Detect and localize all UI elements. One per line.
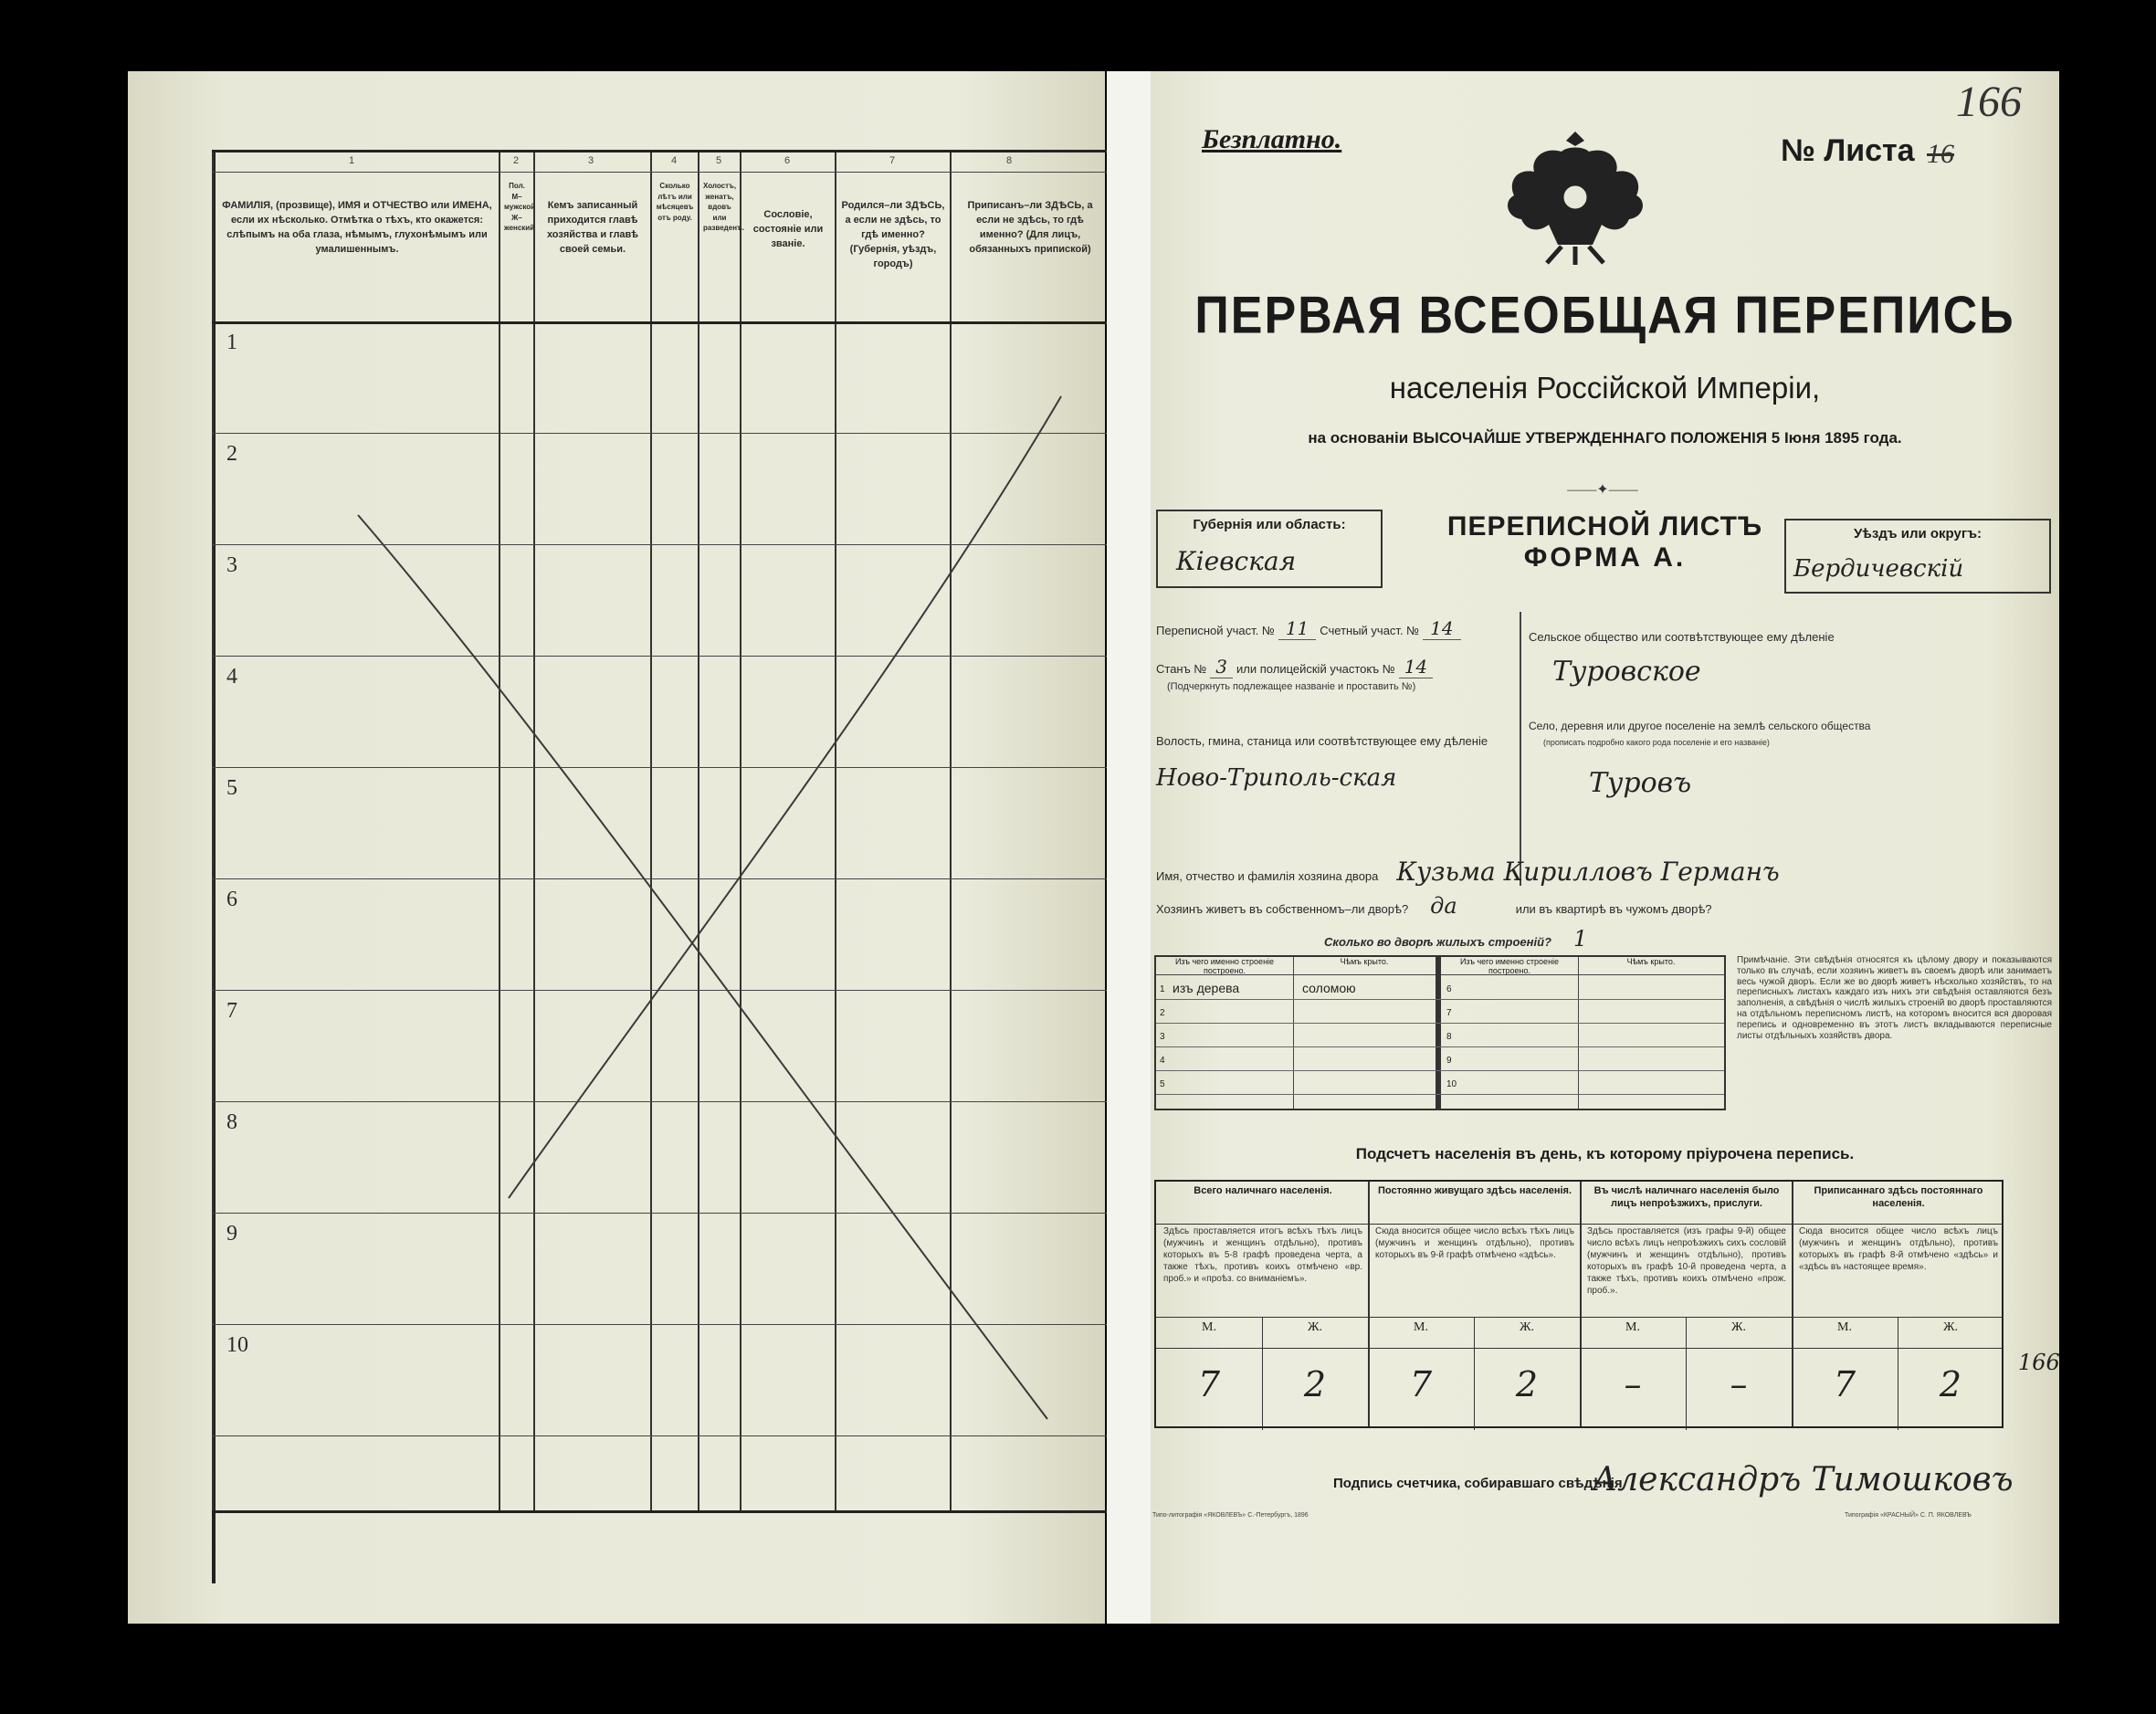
census-subtitle: населенія Россійской Имперіи, xyxy=(1389,371,1821,405)
bt-row-line xyxy=(1156,1094,1724,1095)
count-header: Постоянно живущаго здѣсь населенія. xyxy=(1377,1185,1572,1196)
buildings-table xyxy=(1154,955,1726,1110)
printer-imprint-right: Типографія «КРАСНЫЙ» С. П. ЯКОВЛЕВЪ xyxy=(1845,1512,1972,1519)
police-district-value: 14 xyxy=(1399,656,1433,678)
owner-row xyxy=(1156,857,2051,887)
cross-stroke-1 xyxy=(358,515,1047,1419)
count-header: Всего наличнаго населенія. xyxy=(1194,1185,1332,1196)
count-value: 7 xyxy=(1197,1364,1221,1404)
building-header: Чѣмъ крыто. xyxy=(1293,957,1436,975)
column-number: 8 xyxy=(1006,155,1013,166)
owner-label: Имя, отчество и фамилія хозяина двора xyxy=(1156,869,1379,883)
building-row-number: 4 xyxy=(1160,1056,1165,1066)
column-header-marital: Холостъ, женатъ, вдовъ или разведенъ. xyxy=(703,182,745,233)
right-page xyxy=(1151,71,2059,1624)
form-title-box xyxy=(1393,511,1817,584)
gubernia-value: Кіевская xyxy=(1176,546,1297,576)
stan-note: (Подчеркнуть подлежащее названіе и проставить №) xyxy=(1167,681,1416,692)
ornament-divider: ——✦—— xyxy=(1567,482,1638,498)
sex-label: Ж. xyxy=(1519,1320,1535,1334)
left-page xyxy=(128,71,1105,1624)
building-material-value: изъ дерева xyxy=(1173,981,1240,995)
row-number: 9 xyxy=(226,1222,237,1246)
ct-row-line xyxy=(1156,1317,2002,1318)
village-note: (прописать подробно какого рода поселеніе и его названіе) xyxy=(1543,738,1770,747)
signature-label: Подпись счетчика, собиравшаго свѣдѣнія xyxy=(1333,1476,1623,1491)
count-description: Здѣсь проставляется итогъ всѣхъ тѣхъ лицъ (мужчинъ и женщинъ отдѣльно), противъ которыхъ въ 5-8 графѣ проведена черта, а также тѣхъ, противъ коихъ отмѣчено «вр. проб.» и «проѣз. со вниманіемъ». xyxy=(1163,1226,1362,1284)
bt-row-line xyxy=(1156,1046,1724,1047)
building-row-number: 1 xyxy=(1160,984,1165,994)
row-number: 3 xyxy=(226,553,237,577)
volost-label: Волость, гмина, станица или соотвѣтствующее ему дѣленіе xyxy=(1156,734,1488,748)
bt-row-line xyxy=(1156,1070,1724,1071)
population-count-table xyxy=(1154,1180,2004,1428)
column-header-sex: Пол. М–мужской Ж–женский xyxy=(504,182,536,233)
own-house-label: Хозяинъ живетъ въ собственномъ–ли дворѣ? xyxy=(1156,902,1409,916)
stan-value: 3 xyxy=(1210,656,1233,678)
column-number: 4 xyxy=(671,155,678,166)
column-number: 1 xyxy=(349,155,355,166)
count-value: 2 xyxy=(1515,1364,1539,1404)
form-subtitle: ФОРМА А. xyxy=(1523,542,1687,573)
owner-value: Кузьма Кирилловъ Германъ xyxy=(1396,857,1780,887)
own-house-value: да xyxy=(1430,893,1457,919)
uezd-value: Бердичевскій xyxy=(1793,555,1964,583)
village-label: Село, деревня или другое поселеніе на землѣ сельского общества xyxy=(1529,720,1871,732)
bt-col-line xyxy=(1436,957,1441,1109)
stan-row xyxy=(1156,656,1521,678)
page-gutter xyxy=(1107,71,1151,1624)
row-number: 4 xyxy=(226,665,237,689)
population-count-title: Подсчетъ населенія въ день, къ которому пріурочена перепись. xyxy=(1355,1145,1855,1162)
census-title: ПЕРВАЯ ВСЕОБЩАЯ ПЕРЕПИСЬ xyxy=(1194,287,2015,345)
sheet-number-label: № Листа xyxy=(1781,133,1915,168)
stan-label: Станъ № xyxy=(1156,662,1207,676)
building-header: Чѣмъ крыто. xyxy=(1578,957,1724,975)
buildings-label: Сколько во дворѣ жилыхъ строеній? xyxy=(1324,935,1551,949)
counting-district-value: 14 xyxy=(1423,617,1460,640)
uezd-label: Уѣздъ или округъ: xyxy=(1853,526,1982,542)
column-number: 2 xyxy=(513,155,520,166)
building-row-number: 10 xyxy=(1446,1079,1457,1089)
column-number: 5 xyxy=(716,155,722,166)
row-number: 1 xyxy=(226,331,237,354)
count-description: Сюда вносится общее число всѣхъ лицъ (мужчинъ и женщинъ отдѣльно), противъ которыхъ въ графѣ 8-й отмѣчено «здѣсь» и «здѣсь въ настоящее время». xyxy=(1799,1226,1998,1272)
count-description: Здѣсь проставляется (изъ графы 9-й) общее число всѣхъ лицъ непроѣзжихъ сихъ сословій (мужчинъ и женщинъ отдѣльно), противъ которыхъ въ графѣ 10-й проведена черта, а также тѣхъ, противъ коихъ отмѣчено «прож. проб.». xyxy=(1587,1226,1786,1296)
counting-district-label: Счетный участ. № xyxy=(1320,624,1420,637)
sex-label: М. xyxy=(1625,1320,1640,1334)
own-house-row xyxy=(1156,893,2051,919)
row-number: 5 xyxy=(226,776,237,800)
column-header-registration: Приписанъ–ли ЗДѢСЬ, а если не здѣсь, то гдѣ именно? (Для лицъ, обязанныхъ припиской) xyxy=(967,200,1093,255)
bt-col-line xyxy=(1578,957,1579,1109)
society-value: Туровское xyxy=(1552,656,1701,688)
building-header: Изъ чего именно строеніе построено. xyxy=(1156,957,1293,975)
volost-value: Ново-Триполь-ская xyxy=(1156,764,1397,793)
column-number: 7 xyxy=(889,155,896,166)
buildings-note: Примѣчаніе. Эти свѣдѣнія относятся къ цѣлому двору и показываются только въ случаѣ, если хозяинъ живетъ въ своемъ дворѣ или занимаетъ весь чужой дворъ. Если же во дворѣ живетъ нѣсколько хозяйствъ, то на переписныхъ листахъ каждаго изъ нихъ эти свѣдѣнія оставляются безъ заполненія, а свѣдѣнія о числѣ жилыхъ строеній во дворѣ проставляются на отдѣльномъ переписномъ листѣ, на которомъ вносится вся дворовая перепись и одновременно въ этотъ листъ вкладываются переписные листы отдѣльныхъ хозяйствъ двора. xyxy=(1737,955,2052,1041)
census-table xyxy=(212,150,1111,1519)
building-roof-value: соломою xyxy=(1302,981,1356,995)
society-label: Сельское общество или соотвѣтствующее ему дѣленіе xyxy=(1529,630,1835,644)
column-number: 3 xyxy=(588,155,594,166)
count-header: Приписаннаго здѣсь постояннаго населенія. xyxy=(1814,1185,1983,1209)
form-title: ПЕРЕПИСНОЙ ЛИСТЪ xyxy=(1446,511,1763,542)
building-row-number: 7 xyxy=(1446,1008,1452,1018)
ct-row-line xyxy=(1156,1348,2002,1349)
building-row-number: 8 xyxy=(1446,1032,1452,1042)
sex-label: М. xyxy=(1837,1320,1852,1334)
bt-row-line xyxy=(1156,999,1724,1000)
buildings-row xyxy=(1324,926,1587,952)
row-number: 2 xyxy=(226,442,237,466)
corner-sheet-mark: 166 xyxy=(1956,78,2022,126)
rent-label: или въ квартирѣ въ чужомъ дворѣ? xyxy=(1515,902,1712,916)
enumerator-signature: Александръ Тимошковъ xyxy=(1593,1461,2014,1498)
ct-row-line xyxy=(1156,1224,2002,1225)
sheet-number-value: 16 xyxy=(1927,139,1954,169)
count-value: 2 xyxy=(1939,1364,1962,1404)
count-value: – xyxy=(1730,1364,1748,1404)
census-district-label: Переписной участ. № xyxy=(1156,624,1275,637)
count-value: 2 xyxy=(1303,1364,1327,1404)
column-header-name: ФАМИЛІЯ, (прозвище), ИМЯ и ОТЧЕСТВО или ИМЕНА, если их нѣсколько. Отмѣтка о тѣхъ, кто окажется: слѣпымъ на оба глаза, нѣмымъ, глухонѣмымъ или умалишеннымъ. xyxy=(222,200,492,255)
sex-label: Ж. xyxy=(1307,1320,1323,1334)
building-row-number: 2 xyxy=(1160,1008,1165,1018)
village-value: Туровъ xyxy=(1589,767,1692,799)
sex-label: Ж. xyxy=(1942,1320,1959,1334)
uezd-box xyxy=(1784,519,2051,594)
free-label: Безплатно. xyxy=(1202,124,1342,154)
volost-row xyxy=(1156,729,1503,804)
buildings-value: 1 xyxy=(1573,926,1588,952)
census-district-row xyxy=(1156,617,1521,639)
count-value: – xyxy=(1624,1364,1642,1404)
building-row-number: 5 xyxy=(1160,1079,1165,1089)
side-sheet-mark: 166 xyxy=(2018,1350,2060,1375)
count-header: Въ числѣ наличнаго населенія было лицъ непроѣзжихъ, прислуги. xyxy=(1593,1185,1780,1209)
sex-label: Ж. xyxy=(1730,1320,1747,1334)
column-header-relation: Кемъ записанный приходится главѣ хозяйства и главѣ своей семьи. xyxy=(546,200,639,255)
row-number: 7 xyxy=(226,999,237,1023)
bt-col-line xyxy=(1293,957,1294,1109)
cancellation-cross xyxy=(212,150,1111,1519)
column-header-birthplace: Родился–ли ЗДѢСЬ, а если не здѣсь, то гдѣ именно? (Губернія, уѣздъ, городъ) xyxy=(841,200,945,269)
gubernia-label: Губернія или область: xyxy=(1193,517,1346,532)
column-number: 6 xyxy=(784,155,791,166)
building-row-number: 9 xyxy=(1446,1056,1452,1066)
printer-imprint-left: Типо-литографія «ЯКОВЛЕВЪ» С.-Петербургъ, 1896 xyxy=(1152,1512,1309,1519)
legal-basis: на основаніи ВЫСОЧАЙШЕ УТВЕРЖДЕННАГО ПОЛОЖЕНІЯ 5 Іюня 1895 года. xyxy=(1308,429,1902,447)
field-separator xyxy=(1520,612,1521,886)
sex-label: М. xyxy=(1202,1320,1216,1334)
sex-label: М. xyxy=(1414,1320,1428,1334)
column-header-estate: Сословіе, состояніе или званіе. xyxy=(752,209,824,249)
count-value: 7 xyxy=(1833,1364,1856,1404)
row-number: 6 xyxy=(226,888,237,911)
building-row-number: 3 xyxy=(1160,1032,1165,1042)
census-district-value: 11 xyxy=(1278,617,1316,640)
double-headed-eagle-emblem xyxy=(1507,126,1644,272)
bt-row-line xyxy=(1156,1023,1724,1024)
police-district-label: или полицейскій участокъ № xyxy=(1236,662,1395,676)
count-value: 7 xyxy=(1409,1364,1433,1404)
row-number: 10 xyxy=(226,1333,248,1357)
gubernia-box xyxy=(1156,510,1383,588)
cross-stroke-2 xyxy=(509,396,1061,1198)
count-description: Сюда вносится общее число всѣхъ тѣхъ лицъ (мужчинъ и женщинъ отдѣльно), противъ которыхъ въ 9-й графѣ отмѣчено «здѣсь». xyxy=(1375,1226,1574,1260)
column-header-age: Сколько лѣтъ или мѣсяцевъ отъ роду. xyxy=(656,182,694,222)
building-header: Изъ чего именно строеніе построено. xyxy=(1441,957,1578,975)
building-row-number: 6 xyxy=(1446,984,1452,994)
row-number: 8 xyxy=(226,1110,237,1134)
